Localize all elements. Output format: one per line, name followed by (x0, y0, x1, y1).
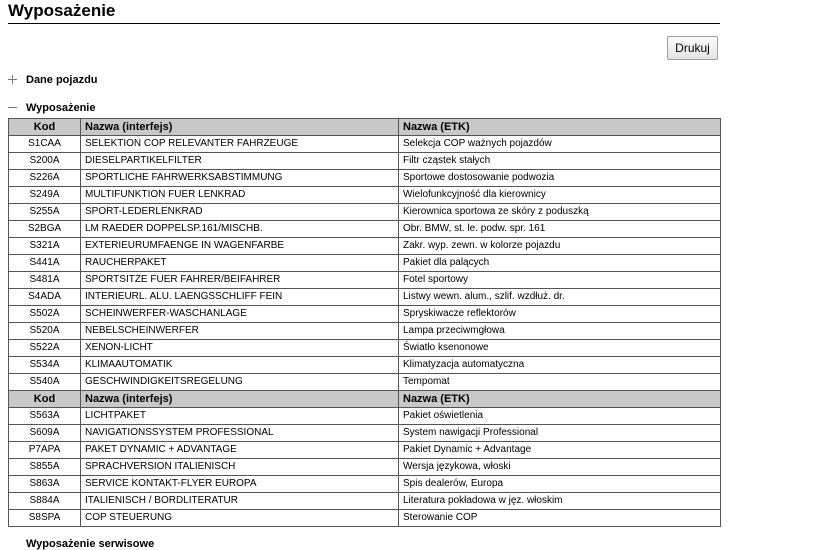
code-cell: S1CAA (9, 136, 81, 153)
table-row (9, 510, 721, 527)
code-cell: S200A (9, 153, 81, 170)
etk-name-cell: Wersja językowa, włoski (399, 459, 721, 476)
code-cell: S534A (9, 357, 81, 374)
etk-name-cell: Spryskiwacze reflektorów (399, 306, 721, 323)
interface-name-cell: NEBELSCHEINWERFER (81, 323, 399, 340)
interface-name-cell: SERVICE KONTAKT-FLYER EUROPA (81, 476, 399, 493)
table-row (9, 357, 721, 374)
interface-name-cell: ITALIENISCH / BORDLITERATUR (81, 493, 399, 510)
table-row (9, 374, 721, 391)
interface-name-cell: PAKET DYNAMIC + ADVANTAGE (81, 442, 399, 459)
etk-name-cell: Kierownica sportowa ze skóry z poduszką (399, 204, 721, 221)
code-cell: P7APA (9, 442, 81, 459)
etk-name-cell: Sterowanie COP (399, 510, 721, 527)
etk-name-cell: Literatura pokładowa w jęz. włoskim (399, 493, 721, 510)
table-header-row (9, 391, 721, 408)
interface-name-cell: LM RAEDER DOPPELSP.161/MISCHB. (81, 221, 399, 238)
code-cell: S855A (9, 459, 81, 476)
code-cell: S540A (9, 374, 81, 391)
table-header-row (9, 119, 721, 136)
code-cell: S520A (9, 323, 81, 340)
page-title: Wyposażenie (8, 1, 116, 20)
etk-name-cell: Tempomat (399, 374, 721, 391)
etk-name-cell: Obr. BMW, st. le. podw. spr. 161 (399, 221, 721, 238)
interface-name-cell: SCHEINWERFER-WASCHANLAGE (81, 306, 399, 323)
table-row (9, 476, 721, 493)
interface-name-cell: SPORTSITZE FUER FAHRER/BEIFAHRER (81, 272, 399, 289)
etk-name-cell: Zakr. wyp. zewn. w kolorze pojazdu (399, 238, 721, 255)
print-button[interactable]: Drukuj (667, 36, 718, 60)
code-cell: S441A (9, 255, 81, 272)
etk-name-cell: Selekcja COP ważnych pojazdów (399, 136, 721, 153)
interface-name-cell: NAVIGATIONSSYSTEM PROFESSIONAL (81, 425, 399, 442)
code-cell: S563A (9, 408, 81, 425)
section-equipment-label: Wyposażenie (26, 102, 96, 114)
column-header: Kod (9, 391, 81, 408)
etk-name-cell: Fotel sportowy (399, 272, 721, 289)
interface-name-cell: GESCHWINDIGKEITSREGELUNG (81, 374, 399, 391)
interface-name-cell: KLIMAAUTOMATIK (81, 357, 399, 374)
column-header: Kod (9, 119, 81, 136)
interface-name-cell: XENON-LICHT (81, 340, 399, 357)
table-row (9, 170, 721, 187)
table-row (9, 136, 721, 153)
interface-name-cell: DIESELPARTIKELFILTER (81, 153, 399, 170)
etk-name-cell: Wielofunkcyjność dla kierownicy (399, 187, 721, 204)
etk-name-cell: Pakiet Dynamic + Advantage (399, 442, 721, 459)
section-service-equipment-label[interactable]: Wyposażenie serwisowe (26, 538, 155, 550)
table-row (9, 306, 721, 323)
etk-name-cell: Sportowe dostosowanie podwozia (399, 170, 721, 187)
section-equipment-toggle[interactable] (8, 101, 96, 115)
table-row (9, 204, 721, 221)
etk-name-cell: System nawigacji Professional (399, 425, 721, 442)
interface-name-cell: EXTERIEURUMFAENGE IN WAGENFARBE (81, 238, 399, 255)
code-cell: S863A (9, 476, 81, 493)
interface-name-cell: SELEKTION COP RELEVANTER FAHRZEUGE (81, 136, 399, 153)
etk-name-cell: Klimatyzacja automatyczna (399, 357, 721, 374)
etk-name-cell: Spis dealerów, Europa (399, 476, 721, 493)
code-cell: S522A (9, 340, 81, 357)
interface-name-cell: MULTIFUNKTION FUER LENKRAD (81, 187, 399, 204)
code-cell: S8SPA (9, 510, 81, 527)
code-cell: S481A (9, 272, 81, 289)
table-row (9, 425, 721, 442)
table-row (9, 408, 721, 425)
etk-name-cell: Listwy wewn. alum., szlif. wzdłuż. dr. (399, 289, 721, 306)
code-cell: S226A (9, 170, 81, 187)
code-cell: S4ADA (9, 289, 81, 306)
etk-name-cell: Światło ksenonowe (399, 340, 721, 357)
code-cell: S884A (9, 493, 81, 510)
interface-name-cell: SPRACHVERSION ITALIENISCH (81, 459, 399, 476)
code-cell: S502A (9, 306, 81, 323)
collapse-minus-icon (8, 103, 18, 113)
column-header: Nazwa (interfejs) (81, 119, 399, 136)
column-header: Nazwa (ETK) (399, 391, 721, 408)
code-cell: S609A (9, 425, 81, 442)
column-header: Nazwa (ETK) (399, 119, 721, 136)
table-row (9, 187, 721, 204)
table-row (9, 323, 721, 340)
table-row (9, 289, 721, 306)
title-divider (8, 23, 720, 24)
interface-name-cell: SPORTLICHE FAHRWERKSABSTIMMUNG (81, 170, 399, 187)
interface-name-cell: INTERIEURL. ALU. LAENGSSCHLIFF FEIN (81, 289, 399, 306)
table-row (9, 442, 721, 459)
etk-name-cell: Pakiet dla palących (399, 255, 721, 272)
column-header: Nazwa (interfejs) (81, 391, 399, 408)
interface-name-cell: SPORT-LEDERLENKRAD (81, 204, 399, 221)
table-row (9, 153, 721, 170)
section-vehicle-data-label: Dane pojazdu (26, 74, 98, 86)
table-row (9, 221, 721, 238)
interface-name-cell: COP STEUERUNG (81, 510, 399, 527)
table-row (9, 238, 721, 255)
code-cell: S321A (9, 238, 81, 255)
table-row (9, 459, 721, 476)
etk-name-cell: Pakiet oświetlenia (399, 408, 721, 425)
table-row (9, 493, 721, 510)
code-cell: S2BGA (9, 221, 81, 238)
etk-name-cell: Filtr cząstek stałych (399, 153, 721, 170)
code-cell: S255A (9, 204, 81, 221)
interface-name-cell: RAUCHERPAKET (81, 255, 399, 272)
table-row (9, 272, 721, 289)
equipment-table-body (9, 119, 721, 527)
equipment-table (8, 118, 721, 527)
etk-name-cell: Lampa przeciwmgłowa (399, 323, 721, 340)
interface-name-cell: LICHTPAKET (81, 408, 399, 425)
code-cell: S249A (9, 187, 81, 204)
table-row (9, 340, 721, 357)
section-vehicle-data-toggle[interactable] (8, 73, 98, 87)
expand-plus-icon (8, 75, 18, 85)
table-row (9, 255, 721, 272)
